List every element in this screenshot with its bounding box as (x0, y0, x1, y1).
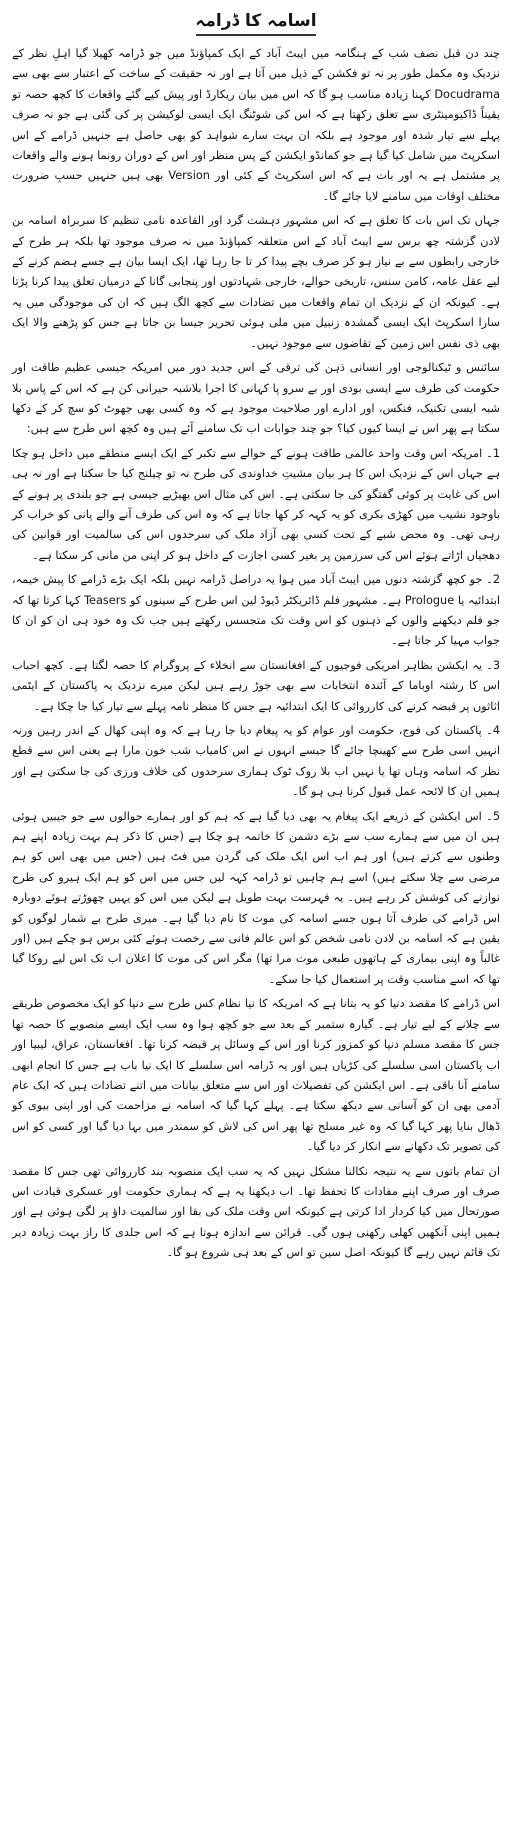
paragraph-osama-presence: جہاں تک اس بات کا تعلق ہے کہ اس مشہور دہشت گرد اور القاعدہ نامی تنظیم کا سربراہ اسامہ بن لادن گزشتہ چھ برس سے ایبٹ آباد کے اس متعلقہ کمپاؤنڈ میں نہ صرف موجود تھا بلکہ ہر طرح کے خارجی رابطوں سے بے نیاز ہو کر صرف بچے پیدا کر تا جا رہا تھا، ایک ایسا بیان ہے جسے ہضم کرنے کے لیے عقل عامہ، کامن سنس، تاریخی حوالے، خارجی شہادتوں اور پنجابی گانا کے درمیان تعلق پیدا کرنا پڑتا ہے۔ کیونکہ ان کے نزدیک ان تمام واقعات میں تضادات سے کچھ الگ ہیں کہ ان کی موجودگی میں یہ سارا اسکرپٹ ایک ایسی گمشدہ زنبیل میں ملی ہوئی تحریر جیسا بن جاتا ہے جس کو پڑھنے والا ایک بھی ذی نفس اس زمین کے تقاضوں سے موجود نہیں۔ (12, 214, 500, 350)
paragraph-point-1: 1۔ امریکہ اس وقت واحد عالمی طاقت ہونے کے حوالے سے تکبر کے ایک ایسے منطقے میں داخل ہو چکا ہے جہاں اس کے نزدیک اس کا ہر بیان مشیتِ خداوندی کی طرح نہ تو چیلنج کیا جا سکتا ہے اور نہ ہی اس کی غایت پر کوئی گفتگو کی جا سکتی ہے۔ اس کی مثال اس بھیڑیے جیسی ہے جو بلندی پر ہونے کے باوجود نشیب میں کھڑی بکری کو یہ کہہ کر کھا جاتا ہے کہ وہ اس کی طرف آنے والے پانی کو خراب کر رہی تھی۔ وہ محض شبے کے تحت کسی بھی آزاد ملک کی سرحدوں اس کی سالمیت اور قوانین کی دھجیاں اڑاتے ہوئے اس کی سرزمین پر بغیر کسی اجازت کے داخل ہو کر اپنی من مانی کر سکتا ہے۔ (12, 446, 500, 562)
paragraph-point-4: 4۔ پاکستان کی فوج، حکومت اور عوام کو یہ پیغام دیا جا رہا ہے کہ وہ اپنی کھال کے اندر رہیں ورنہ انہیں اسی طرح سے کھینچا جائے گا جیسے انہوں نے اس کامیاب شب خون مارا ہے یعنی اس سے قطع نظر کہ اسامہ وہاں تھا یا نہیں اب بلا روک ٹوک ہماری سرحدوں کی خلاف ورزی کی جا سکتی ہے اور ہمیں ان کا لائحہ عمل قبول کرنا ہی ہو گا۔ (12, 724, 500, 799)
paragraph-point-5: 5۔ اس ایکشن کے ذریعے ایک پیغام یہ بھی دیا گیا ہے کہ ہم کو اور ہمارے حوالوں سے جو جیبیں ہوئی ہیں ان میں سے ہمارے سب سے بڑے دشمن کا خاتمہ ہو چکا ہے (جس کا ذکر ہم بہت زیادہ اپنے ہم وطنوں سے کرتے ہیں) اور ہم اب اس ایک ملک کی گردن میں فٹ ہیں (جس میں بھی اس کو ہم مرضی سے چلا سکتے ہیں) اسے ہم چاہیں تو ڈرامہ کہہ لیں جس میں اس کو ہم ایک ہیرو کی طرح نوازنے کی کوشش کر رہے ہیں۔ یہ فہرست بہت طویل ہے لیکن میں اس کو یہیں چھوڑتے ہوئے دوبارہ اس ڈرامے کی طرف آتا ہوں جسے اسامہ کی موت کا نام دیا گیا ہے۔ میری طرح بے شمار لوگوں کو یقین ہے کہ اسامہ بن لادن نامی شخص کو اس عالم فانی سے رخصت ہوئے کئی برس ہو چکے ہیں (اور غالباً وہ اپنی بیماری کے ہاتھوں طبعی موت مرا تھا) مگر اس کی موت کا اعلان اب تک اس لیے روکا گیا تھا کہ اسے مناسب وقت پر استعمال کیا جا سکے۔ (12, 809, 500, 986)
paragraph-analysis: اس ڈرامے کا مقصد دنیا کو یہ بتانا ہے کہ امریکہ کا نیا نظام کس طرح سے دنیا کو ایک مخصوص طریقے سے چلانے کے لیے تیار ہے۔ گیارہ ستمبر کے بعد سے جو کچھ ہوا وہ سب ایک ایسے منصوبے کا حصہ تھا جس کا مقصد مسلم دنیا کو کمزور کرنا اور اس کے وسائل پر قبضہ کرنا تھا۔ افغانستان، عراق، لیبیا اور اب پاکستان اسی سلسلے کی کڑیاں ہیں اور یہ ڈرامہ اس سلسلے کا ایک نیا باب ہے جس کا انجام ابھی سامنے آنا باقی ہے۔ اس ایکشن کی تفصیلات اور اس سے متعلق بیانات میں اتنے تضادات ہیں کہ ایک عام آدمی بھی ان کو آسانی سے دیکھ سکتا ہے۔ پہلے کہا گیا کہ اسامہ نے مزاحمت کی اور اپنی بیوی کو ڈھال بنایا پھر کہا گیا کہ وہ غیر مسلح تھا پھر اس کی لاش کو سمندر میں بہا دیا گیا اور کسی کو اس کی تصویر تک دکھانے سے انکار کر دیا گیا۔ (12, 997, 500, 1154)
paragraph-conclusion: ان تمام باتوں سے یہ نتیجہ نکالنا مشکل نہیں کہ یہ سب ایک منصوبہ بند کارروائی تھی جس کا مقصد صرف اور صرف اپنے مفادات کا تحفظ تھا۔ اب دیکھنا یہ ہے کہ ہماری حکومت اور عسکری قیادت اس صورتحال میں کیا کردار ادا کرتی ہے کیونکہ اس وقت ملک کی بقا اور سالمیت داؤ پر لگی ہوئی ہے اور ہمیں اپنی آنکھیں کھلی رکھنی ہوں گی۔ قرائن سے اندازہ ہوتا ہے کہ اس جلدی کا راز بہت زیادہ دیر تک قائم نہیں رہے گا کیونکہ اصل سین تو اس کے بعد ہی شروع ہو گا۔ (12, 1164, 500, 1260)
paragraph-point-3: 3۔ یہ ایکشن بظاہر امریکی فوجیوں کے افغانستان سے انخلاء کے پروگرام کا حصہ لگتا ہے۔ کچھ احباب اس کا رشتہ اوباما کے آئندہ انتخابات سے بھی جوڑ رہے ہیں لیکن میرے نزدیک یہ پاکستان کے ایٹمی اثاثوں پر قبضہ کرنے کی کارروائی کا ایک ابتدائیہ ہے جس کا منظر نامہ پہلے سے تیار کیا جا چکا ہے۔ (12, 658, 500, 713)
title-underline (196, 34, 316, 36)
paragraph-point-2: 2۔ جو کچھ گزشتہ دنوں میں ایبٹ آباد میں ہوا یہ دراصل ڈرامہ نہیں بلکہ ایک بڑے ڈرامے کا پیش خیمہ، ابتدائیہ یا Prologue ہے۔ مشہور فلم ڈائریکٹر ڈیوڈ لین اس طرح کے سینوں کو Teasers کہا کرتا تھا کہ جو فلم دیکھنے والوں کے ذہنوں کو اس وقت تک متجسس رکھتے ہیں جب تک وہ خود ہی ان کو ان کا جواب مہیا کر جاتا ہے۔ (12, 573, 500, 648)
article-title: اسامہ کا ڈرامہ (195, 11, 317, 31)
article-body (12, 44, 500, 1264)
paragraph-why-question: سائنس و ٹیکنالوجی اور انسانی ذہن کی ترقی کے اس جدید دور میں امریکہ جیسی عظیم طاقت اور حکومت کی طرف سے ایسی بودی اور بے سرو پا کہانی کا اجرا بلاشبہ حیرانی کن ہے کہ اس کے پاس بلا شبہ ایسی تکنیک، فنکس، اور ادارے اور صلاحیت موجود ہے کہ وہ کسی بھی جھوٹ کو سچ کر کے دکھا سکتا ہے پھر اس نے ایسا کیوں کیا؟ جو چند جوابات اب تک سامنے آئے ہیں وہ کچھ اس طرح سے ہیں: (12, 361, 500, 436)
paragraph-intro: چند دن قبل نصف شب کے ہنگامہ میں ایبٹ آباد کے ایک کمپاؤنڈ میں جو ڈرامہ کھیلا گیا اہلِ نظر کے نزدیک وہ مکمل طور پر نہ تو فکشن کے ذیل میں آتا ہے اور نہ حقیقت کے ساخت کے اعتبار سے بھی سے Docudrama کہنا زیادہ مناسب ہو گا کہ اس میں بیان ریکارڈ اور پیش کیے گئے واقعات کا کچھ حصہ تو یقیناً ڈاکیومینٹری سے تعلق رکھتا ہے کہ اس کی شوٹنگ ایک ایسی لوکیشن پر کی گئی ہے جو نہ صرف پہلے سے تیار شدہ اور موجود ہے بلکہ ان بہت سارے شواہد کو بھی حاصل ہے جنہیں ڈرامے کے اس اسکرپٹ میں شامل کیا گیا ہے جو کمانڈو ایکشن کے پس منظر اور اس کے دوران رونما ہونے والے واقعات پر مشتمل ہے یہ اور بات ہے کہ اس اسکرپٹ کے کئی اور Version بھی ہیں جنہیں حسبِ ضرورت مختلف اوقات میں سامنے لایا جائے گا۔ (12, 47, 500, 203)
